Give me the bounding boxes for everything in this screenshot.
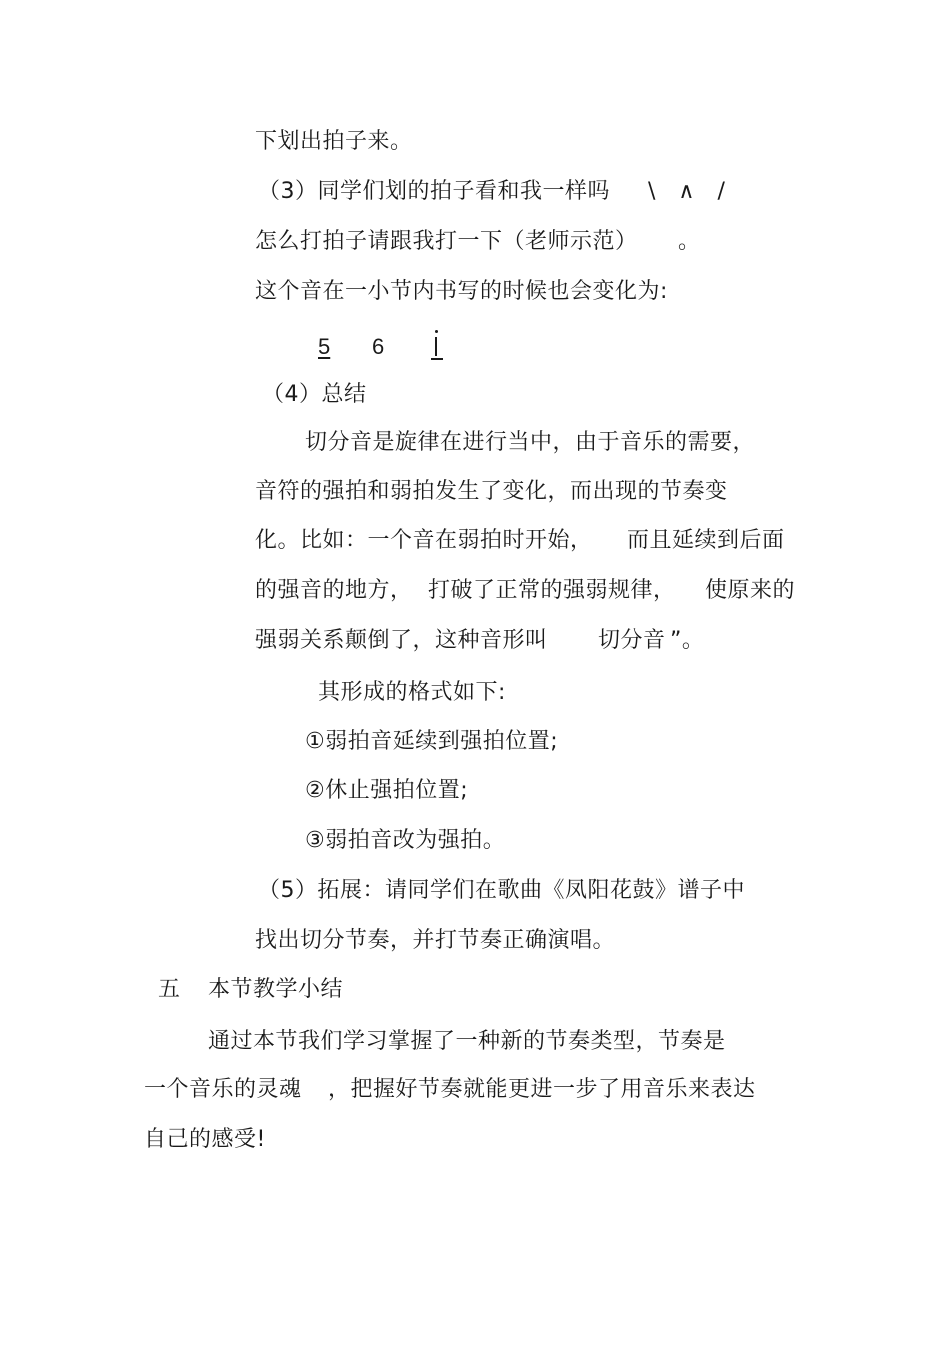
text-line: 打破了正常的强弱规律， (428, 578, 676, 603)
section-number: 五 (158, 977, 181, 1002)
octave-dot (435, 330, 438, 333)
text-line: （5）拓展：请同学们在歌曲《凤阳花鼓》谱子中 (258, 878, 745, 903)
text-line: ，把握好节奏就能更进一步了用音乐来表达 (328, 1077, 756, 1102)
text-line: 其形成的格式如下: (318, 680, 506, 705)
text-line: 化。比如：一个音在弱拍时开始， (255, 528, 593, 553)
text-line: 的强音的地方， (255, 578, 413, 603)
text-line: 强弱关系颠倒了，这种音形叫 (255, 628, 548, 653)
note-five: 5 (318, 334, 331, 359)
text-line: 这个音在一小节内书写的时候也会变化为: (255, 279, 668, 304)
section-heading: （4）总结 (262, 382, 367, 407)
text-line: ”。 (670, 628, 705, 653)
text-line: （3）同学们划的拍子看和我一样吗 (258, 179, 610, 204)
text-line: 。 (678, 229, 701, 254)
list-item: ①弱拍音延续到强拍位置; (305, 729, 559, 754)
text-line: 一个音乐的灵魂 (144, 1077, 302, 1102)
text-line: 切分音是旋律在进行当中，由于音乐的需要， (305, 430, 756, 455)
text-line: 怎么打拍子请跟我打一下（老师示范） (255, 229, 638, 254)
note-six: 6 (372, 334, 385, 359)
note-high-one (430, 328, 450, 362)
note-stem (435, 337, 437, 356)
term-syncopation: 切分音 (598, 628, 666, 653)
text-line: 音符的强拍和弱拍发生了变化，而出现的节奏变 (255, 479, 728, 504)
text-line: 下划出拍子来。 (255, 129, 413, 154)
text-line: 自己的感受! (144, 1127, 266, 1152)
underline-bar (431, 358, 443, 360)
text-line: 而且延续到后面 (627, 528, 785, 553)
list-item: ②休止强拍位置; (305, 778, 469, 803)
numbered-notation (318, 332, 458, 366)
text-line: 找出切分节奏，并打节奏正确演唱。 (255, 928, 616, 953)
text-line: 通过本节我们学习掌握了一种新的节奏类型，节奏是 (208, 1029, 726, 1054)
section-heading: 本节教学小结 (208, 977, 344, 1002)
list-item: ③弱拍音改为强拍。 (305, 828, 506, 853)
text-line: 使原来的 (705, 578, 796, 603)
beat-marks: \ ∧ / (648, 179, 726, 204)
